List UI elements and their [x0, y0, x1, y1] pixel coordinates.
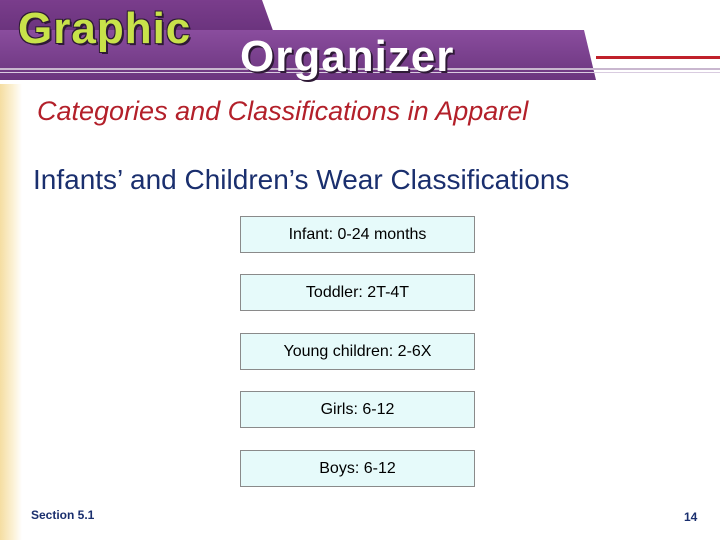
classification-box-infant: Infant: 0-24 months	[240, 216, 475, 253]
slide-subtitle: Infants’ and Children’s Wear Classifications	[33, 164, 570, 195]
section-label: Section 5.1	[31, 508, 95, 522]
page-number: 14	[684, 510, 698, 524]
classification-box-boys: Boys: 6-12	[240, 450, 475, 487]
left-decorative-stripe	[0, 84, 22, 540]
banner-accent-line	[596, 56, 720, 59]
classification-box-toddler: Toddler: 2T-4T	[240, 274, 475, 311]
banner-title-organizer: Organizer	[240, 32, 455, 81]
classification-box-young-children: Young children: 2-6X	[240, 333, 475, 370]
banner-title-graphic: Graphic	[18, 4, 192, 53]
classification-box-girls: Girls: 6-12	[240, 391, 475, 428]
header-banner	[0, 0, 720, 84]
slide-title: Categories and Classifications in Apparel	[37, 96, 529, 126]
